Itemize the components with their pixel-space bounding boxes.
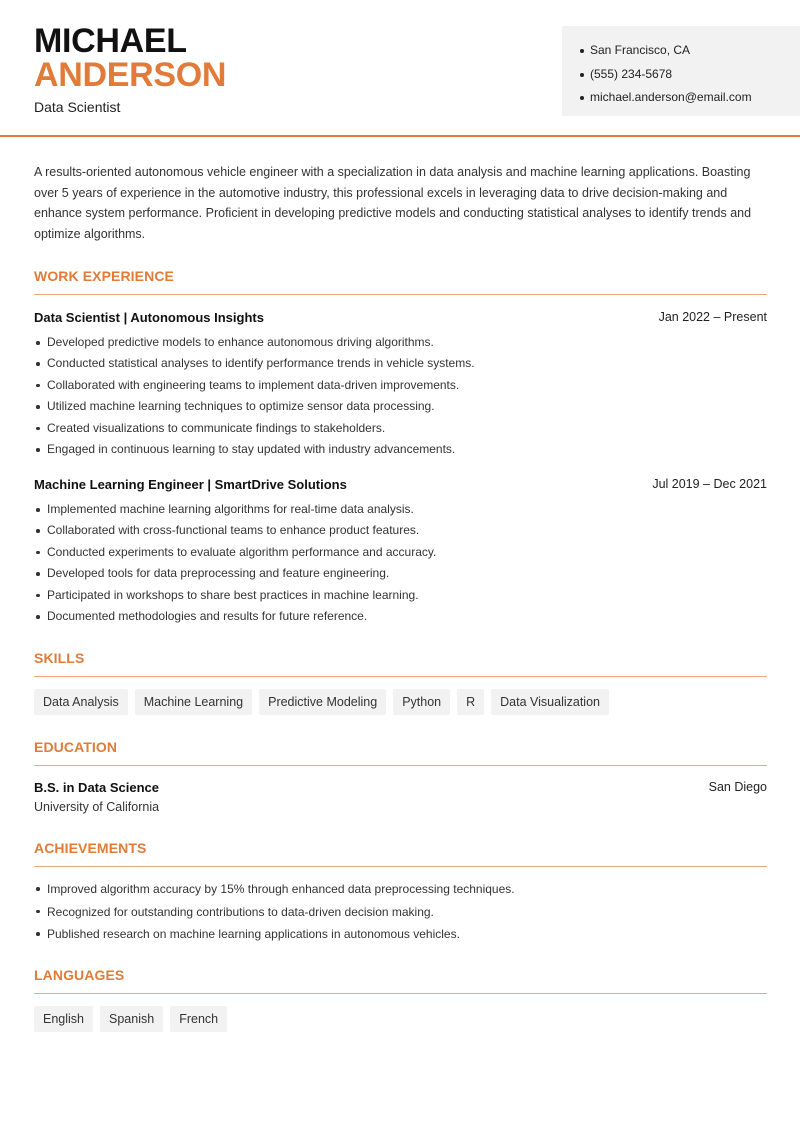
job-dates: Jan 2022 – Present bbox=[658, 310, 767, 324]
skill-tag: Python bbox=[393, 689, 450, 715]
contact-email: michael.anderson@email.com bbox=[580, 86, 800, 110]
summary-paragraph: A results-oriented autonomous vehicle engineer with a specialization in data analysis and machine learning applications. Boasting over 5 years of experience in the automotive industry, this professional excels in leveraging data to drive decision-making and enhance system performance. Proficient in developing predictive models and conducting statistical analyses to identify trends and optimize algorithms. bbox=[34, 165, 752, 241]
list-item: Collaborated with cross-functional teams to enhance product features. bbox=[34, 520, 767, 541]
job-title-company: Data Scientist | Autonomous Insights bbox=[34, 310, 264, 325]
education-location: San Diego bbox=[708, 780, 767, 794]
degree: B.S. in Data Science bbox=[34, 780, 159, 795]
list-item: Conducted experiments to evaluate algorithm performance and accuracy. bbox=[34, 542, 767, 563]
languages-tag-list bbox=[34, 1006, 227, 1032]
list-item: Published research on machine learning applications in autonomous vehicles. bbox=[34, 923, 767, 946]
list-item: Developed tools for data preprocessing and feature engineering. bbox=[34, 563, 767, 584]
list-item: Created visualizations to communicate findings to stakeholders. bbox=[34, 418, 767, 439]
school-name: University of California bbox=[34, 800, 160, 814]
job-bullet-list bbox=[34, 499, 767, 627]
skill-tag: Predictive Modeling bbox=[259, 689, 386, 715]
contact-location: San Francisco, CA bbox=[580, 39, 800, 63]
list-item: Implemented machine learning algorithms for real-time data analysis. bbox=[34, 499, 767, 520]
list-item: Participated in workshops to share best practices in machine learning. bbox=[34, 585, 767, 606]
achievements-list bbox=[34, 878, 767, 946]
contact-phone: (555) 234-5678 bbox=[580, 63, 800, 87]
skills-tag-list bbox=[34, 689, 609, 715]
section-title-languages: LANGUAGES bbox=[34, 967, 767, 994]
skill-tag: Machine Learning bbox=[135, 689, 252, 715]
list-item: Utilized machine learning techniques to optimize sensor data processing. bbox=[34, 396, 767, 417]
language-tag: English bbox=[34, 1006, 93, 1032]
job-entry-header bbox=[34, 310, 767, 325]
section-title-education: EDUCATION bbox=[34, 739, 767, 766]
job-entry-header bbox=[34, 477, 767, 492]
job-bullet-list bbox=[34, 332, 767, 460]
list-item: Collaborated with engineering teams to implement data-driven improvements. bbox=[34, 375, 767, 396]
section-title-achievements: ACHIEVEMENTS bbox=[34, 840, 767, 867]
list-item: Engaged in continuous learning to stay updated with industry advancements. bbox=[34, 439, 767, 460]
language-tag: Spanish bbox=[100, 1006, 163, 1032]
first-name: MICHAEL bbox=[34, 22, 187, 60]
list-item: Conducted statistical analyses to identify performance trends in vehicle systems. bbox=[34, 353, 767, 374]
section-title-skills: SKILLS bbox=[34, 650, 767, 677]
skill-tag: Data Analysis bbox=[34, 689, 128, 715]
job-title: Data Scientist bbox=[34, 99, 121, 115]
section-title-work: WORK EXPERIENCE bbox=[34, 268, 767, 295]
skill-tag: R bbox=[457, 689, 484, 715]
job-dates: Jul 2019 – Dec 2021 bbox=[652, 477, 767, 491]
list-item: Documented methodologies and results for future reference. bbox=[34, 606, 767, 627]
last-name: ANDERSON bbox=[34, 56, 227, 94]
list-item: Recognized for outstanding contributions to data-driven decision making. bbox=[34, 901, 767, 924]
list-item: Developed predictive models to enhance autonomous driving algorithms. bbox=[34, 332, 767, 353]
contact-box bbox=[562, 26, 800, 116]
education-entry-header bbox=[34, 780, 767, 795]
job-title-company: Machine Learning Engineer | SmartDrive Solutions bbox=[34, 477, 347, 492]
resume-header bbox=[0, 0, 800, 137]
language-tag: French bbox=[170, 1006, 227, 1032]
skill-tag: Data Visualization bbox=[491, 689, 609, 715]
list-item: Improved algorithm accuracy by 15% through enhanced data preprocessing techniques. bbox=[34, 878, 767, 901]
